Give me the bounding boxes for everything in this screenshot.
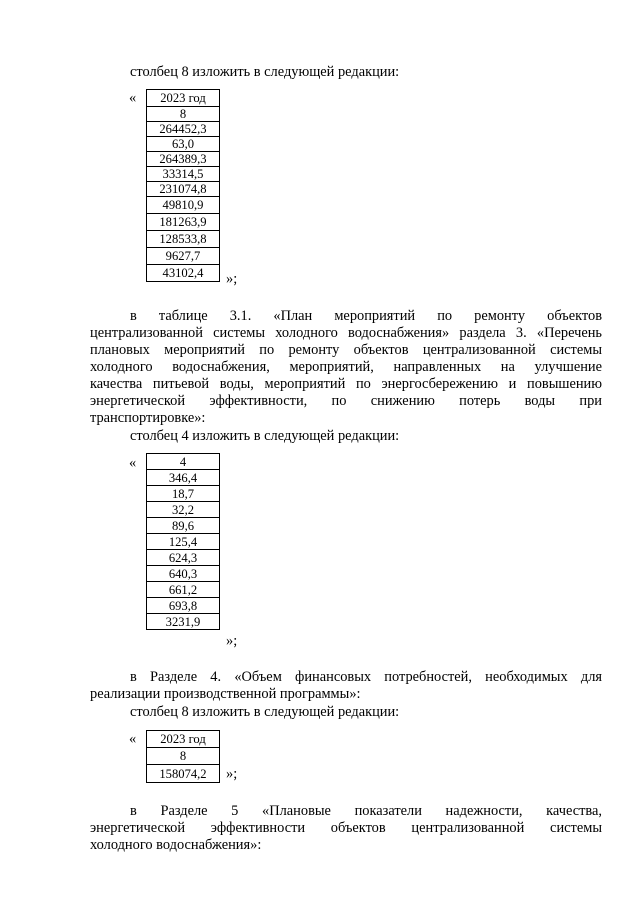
- table-cell: 2023 год: [147, 731, 220, 748]
- table-cell: 264389,3: [147, 152, 220, 167]
- table-cell: 43102,4: [147, 265, 220, 282]
- paragraph-line: холодного водоснабжения»:: [90, 837, 262, 853]
- table-cell: 18,7: [147, 486, 220, 502]
- paragraph-line: качества питьевой воды, мероприятий по энергосбережению и повышению: [90, 376, 602, 392]
- paragraph-line: реализации производственной программы»:: [90, 686, 361, 702]
- table-cell: 264452,3: [147, 122, 220, 137]
- table-cell: 33314,5: [147, 167, 220, 182]
- table-cell: 693,8: [147, 598, 220, 614]
- table-cell: 125,4: [147, 534, 220, 550]
- paragraph-line: централизованной системы холодного водоснабжения» раздела 3. «Перечень: [90, 325, 602, 341]
- table-cell: 624,3: [147, 550, 220, 566]
- table-cell: 128533,8: [147, 231, 220, 248]
- block3-open-quote: «: [129, 731, 137, 747]
- table-cell: 9627,7: [147, 248, 220, 265]
- paragraph-line: в таблице 3.1. «План мероприятий по ремонту объектов: [130, 308, 602, 324]
- table-cell: 63,0: [147, 137, 220, 152]
- table-cell: 8: [147, 748, 220, 765]
- table-cell: 49810,9: [147, 197, 220, 214]
- table-cell: 89,6: [147, 518, 220, 534]
- block1-open-quote: «: [129, 90, 137, 106]
- table-cell: 158074,2: [147, 765, 220, 783]
- table-cell: 3231,9: [147, 614, 220, 630]
- table-cell: 640,3: [147, 566, 220, 582]
- block3-intro: столбец 8 изложить в следующей редакции:: [130, 704, 400, 720]
- table-cell: 181263,9: [147, 214, 220, 231]
- paragraph-line: холодного водоснабжения, мероприятий, направленных на улучшение: [90, 359, 602, 375]
- paragraph-line: в Разделе 4. «Объем финансовых потребностей, необходимых для: [130, 669, 602, 685]
- table-cell: 231074,8: [147, 182, 220, 197]
- table-cell: 661,2: [147, 582, 220, 598]
- table-cell: 8: [147, 107, 220, 122]
- table-cell: 32,2: [147, 502, 220, 518]
- block1-intro: столбец 8 изложить в следующей редакции:: [130, 64, 400, 80]
- block2-column-table: [146, 453, 220, 630]
- paragraph-line: энергетической эффективности, по снижению потерь воды при: [90, 393, 602, 409]
- block2-intro: столбец 4 изложить в следующей редакции:: [130, 428, 400, 444]
- table-cell: 2023 год: [147, 90, 220, 107]
- paragraph-line: плановых мероприятий по ремонту объектов централизованной системы: [90, 342, 602, 358]
- block1-close-quote: »;: [226, 271, 238, 287]
- block2-close-quote: »;: [226, 633, 238, 649]
- block3-close-quote: »;: [226, 766, 238, 782]
- block1-column-table: [146, 89, 220, 282]
- block2-open-quote: «: [129, 455, 137, 471]
- block3-column-table: [146, 730, 220, 783]
- paragraph-line: энергетической эффективности объектов централизованной системы: [90, 820, 602, 836]
- table-cell: 346,4: [147, 470, 220, 486]
- table-cell: 4: [147, 454, 220, 470]
- paragraph-line: в Разделе 5 «Плановые показатели надежности, качества,: [130, 803, 602, 819]
- paragraph-line: транспортировке»:: [90, 410, 206, 426]
